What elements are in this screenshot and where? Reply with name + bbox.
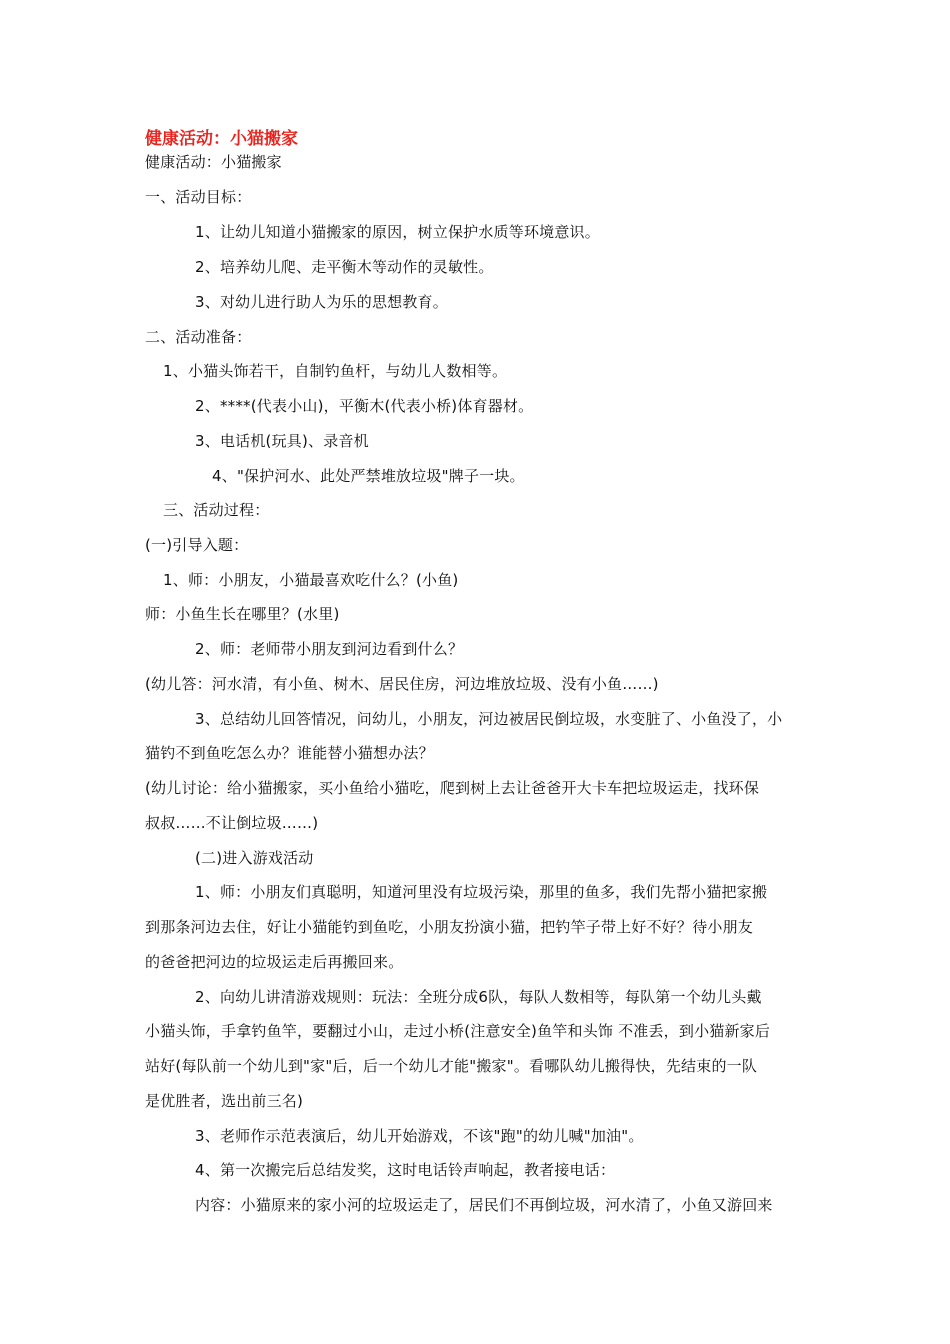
paragraph-line: 1、师：小朋友们真聪明，知道河里没有垃圾污染，那里的鱼多，我们先帮小猫把家搬: [195, 883, 768, 901]
subtitle-line: 健康活动：小猫搬家: [145, 153, 282, 171]
paragraph-line: 1、小猫头饰若干，自制钓鱼杆，与幼儿人数相等。: [163, 362, 508, 380]
paragraph-line: 2、培养幼儿爬、走平衡木等动作的灵敏性。: [195, 258, 494, 276]
paragraph-line: (幼儿答：河水清，有小鱼、树木、居民住房，河边堆放垃圾、没有小鱼……): [145, 675, 659, 693]
paragraph-line: 小猫头饰，手拿钓鱼竿，要翻过小山，走过小桥(注意安全)鱼竿和头饰 不准丢，到小猫新家后: [145, 1022, 771, 1040]
paragraph-line: 3、电话机(玩具)、录音机: [195, 432, 369, 450]
paragraph-line: 4、"保护河水、此处严禁堆放垃圾"牌子一块。: [212, 467, 525, 485]
paragraph-line: 师：小鱼生长在哪里？(水里): [145, 605, 340, 623]
section-heading: 一、活动目标：: [145, 188, 252, 206]
paragraph-line: 到那条河边去住，好让小猫能钓到鱼吃，小朋友扮演小猫，把钓竿子带上好不好？待小朋友: [145, 918, 754, 936]
paragraph-line: 1、师：小朋友，小猫最喜欢吃什么？(小鱼): [163, 571, 459, 589]
paragraph-line: 猫钓不到鱼吃怎么办？谁能替小猫想办法？: [145, 744, 434, 762]
paragraph-line: 站好(每队前一个幼儿到"家"后，后一个幼儿才能"搬家"。看哪队幼儿搬得快，先结束的一队: [145, 1057, 758, 1075]
section-heading: 三、活动过程：: [163, 501, 270, 519]
paragraph-line: (幼儿讨论：给小猫搬家，买小鱼给小猫吃，爬到树上去让爸爸开大卡车把垃圾运走，找环保: [145, 779, 760, 797]
paragraph-line: 3、对幼儿进行助人为乐的思想教育。: [195, 293, 448, 311]
paragraph-line: 叔叔……不让倒垃圾……): [145, 814, 319, 832]
paragraph-line: 3、总结幼儿回答情况，问幼儿，小朋友，河边被居民倒垃圾，水变脏了、小鱼没了，小: [195, 710, 783, 728]
paragraph-line: 是优胜者，选出前三名): [145, 1092, 304, 1110]
paragraph-line: 的爸爸把河边的垃圾运走后再搬回来。: [145, 953, 404, 971]
section-heading: 二、活动准备：: [145, 328, 252, 346]
subsection-heading: (二)进入游戏活动: [195, 849, 314, 867]
subsection-heading: (一)引导入题：: [145, 536, 249, 554]
document-title: 健康活动：小猫搬家: [145, 129, 298, 149]
paragraph-line: 4、第一次搬完后总结发奖，这时电话铃声响起，教者接电话：: [195, 1161, 616, 1179]
paragraph-line: 2、师：老师带小朋友到河边看到什么？: [195, 640, 464, 658]
paragraph-line: 内容：小猫原来的家小河的垃圾运走了，居民们不再倒垃圾，河水清了，小鱼又游回来: [195, 1196, 773, 1214]
paragraph-line: 1、让幼儿知道小猫搬家的原因，树立保护水质等环境意识。: [195, 223, 600, 241]
paragraph-line: 3、老师作示范表演后，幼儿开始游戏，不该"跑"的幼儿喊"加油"。: [195, 1127, 644, 1145]
paragraph-line: 2、****(代表小山)，平衡木(代表小桥)体育器材。: [195, 397, 534, 415]
paragraph-line: 2、向幼儿讲清游戏规则：玩法：全班分成6队，每队人数相等，每队第一个幼儿头戴: [195, 988, 762, 1006]
